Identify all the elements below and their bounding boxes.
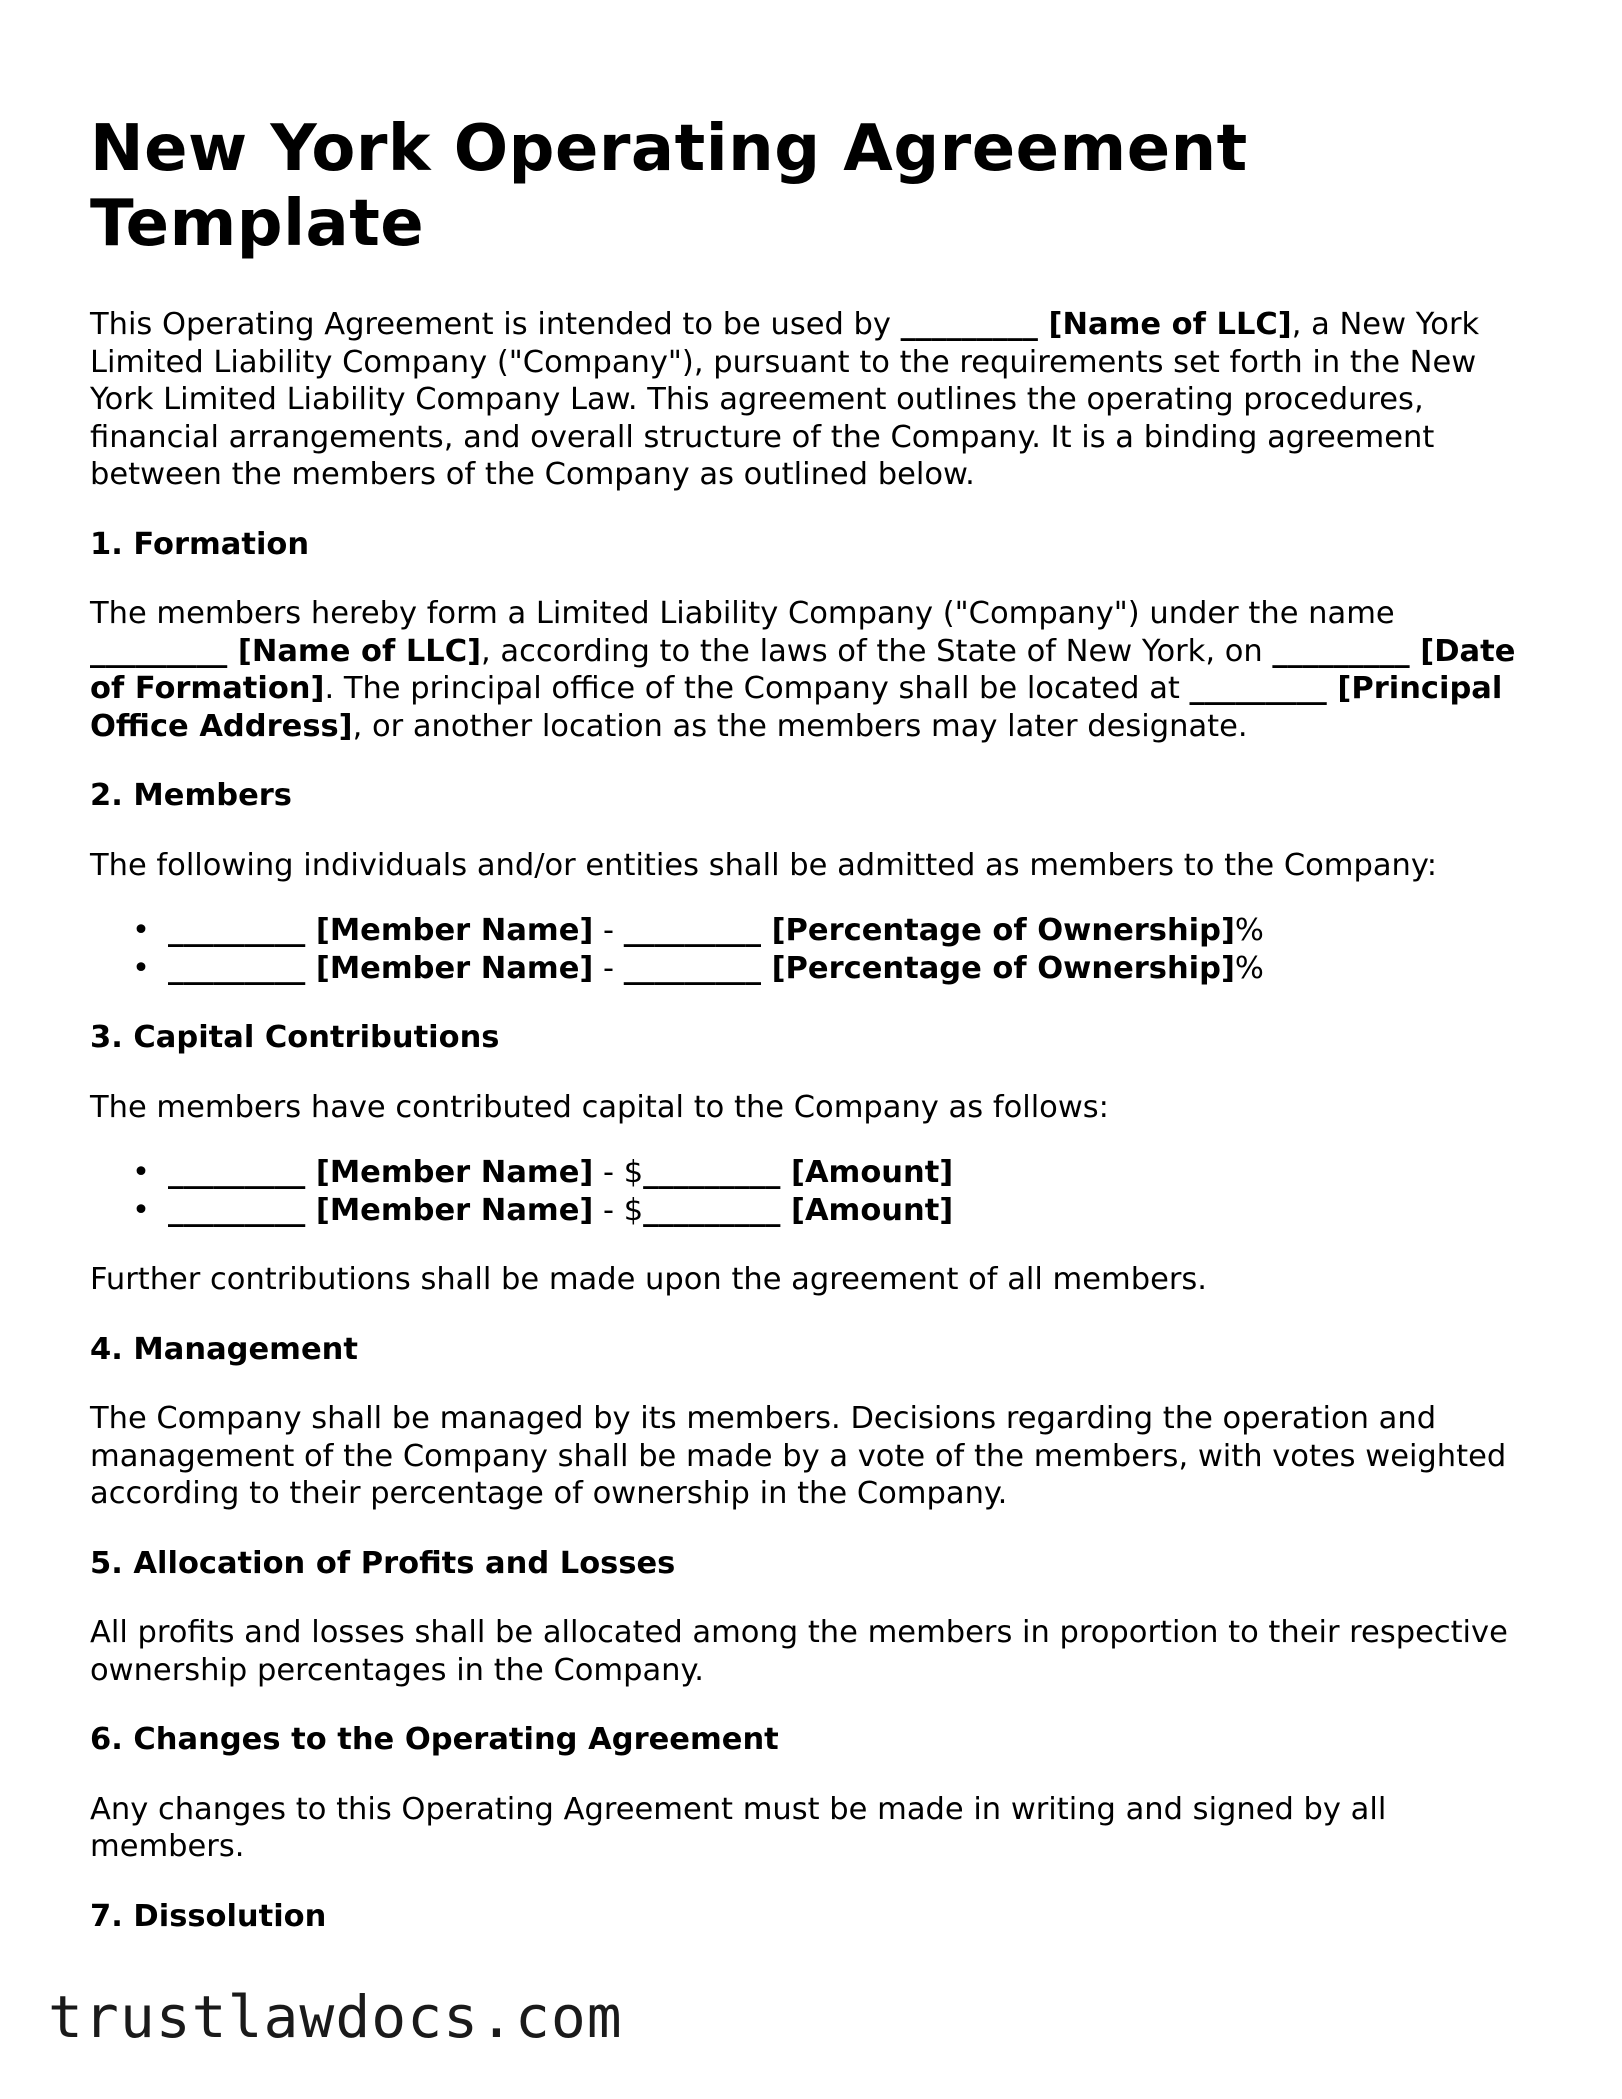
member-name-placeholder: [Member Name]: [315, 1155, 594, 1190]
amount-placeholder: [Amount]: [791, 1155, 954, 1190]
percent-sign: %: [1234, 913, 1264, 948]
separator: - $: [593, 1155, 644, 1190]
amount-placeholder: [Amount]: [791, 1192, 954, 1228]
blank-line: _________: [643, 1155, 781, 1190]
list-item: [168, 1154, 1530, 1192]
capital-after-paragraph: Further contributions shall be made upon the agreement of all members.: [90, 1262, 1207, 1297]
formation-text-2: , according to the laws of the State of New York, on: [481, 633, 1273, 669]
blank-line: _________: [623, 913, 761, 948]
address-placeholder: [Principal Office Address]: [90, 671, 1503, 744]
capital-list: [90, 1154, 1530, 1229]
blank-line: _________: [643, 1192, 781, 1228]
llc-name-placeholder: [Name of LLC]: [1048, 307, 1292, 342]
ownership-placeholder: [Percentage of Ownership]: [771, 913, 1235, 948]
percent-sign: %: [1234, 950, 1264, 986]
formation-llc-field: [90, 634, 481, 669]
section-heading-formation: 1. Formation: [90, 526, 310, 562]
amount-field: [643, 1155, 953, 1190]
formation-text-1: The members hereby form a Limited Liability Company ("Company") under the name: [90, 596, 1395, 631]
ownership-placeholder: [Percentage of Ownership]: [771, 950, 1235, 986]
members-paragraph: The following individuals and/or entities shall be admitted as members to the Company:: [90, 847, 1437, 883]
member-name-field: [168, 951, 593, 986]
blank-line: _________: [168, 950, 306, 986]
blank-line: _________: [168, 1155, 306, 1190]
management-paragraph: The Company shall be managed by its members. Decisions regarding the operation and management of the Company shall be made by a vote of the members, with votes weighted according to their percentage of ownership in the Company.: [90, 1401, 1507, 1511]
site-watermark: trustlawdocs.com: [48, 1983, 623, 2051]
blank-line: _________: [168, 1192, 306, 1228]
ownership-field: [624, 913, 1235, 948]
changes-paragraph: Any changes to this Operating Agreement must be made in writing and signed by all members.: [90, 1791, 1387, 1864]
intro-text-2: , a New York Limited Liability Company ("Company"), pursuant to the requirements set forth in the New York Limited Liability Company Law. This agreement outlines the operating procedures, financial arrangements, and overall structure of the Company. It is a binding agreement between the members of the Company as outlined below.: [90, 307, 1480, 492]
list-item: [168, 1192, 1530, 1230]
amount-field: [643, 1193, 953, 1228]
ownership-field: [624, 951, 1235, 986]
page-title: New York Operating Agreement Template: [90, 112, 1248, 261]
separator: - $: [593, 1192, 644, 1228]
separator: -: [593, 950, 624, 986]
section-heading-dissolution: 7. Dissolution: [90, 1898, 327, 1934]
separator: -: [593, 913, 624, 948]
capital-entry: [168, 1193, 593, 1228]
blank-line: _________: [900, 307, 1038, 342]
blank-line: _________: [1272, 633, 1410, 669]
blank-line: _________: [168, 913, 306, 948]
member-name-placeholder: [Member Name]: [315, 913, 594, 948]
intro-llc-field: [901, 307, 1292, 342]
section-heading-capital: 3. Capital Contributions: [90, 1020, 500, 1055]
formation-paragraph: [90, 595, 1530, 745]
section-heading-allocation: 5. Allocation of Profits and Losses: [90, 1545, 676, 1581]
document-page: [90, 112, 1530, 1967]
intro-paragraph: [90, 306, 1530, 494]
formation-text-4: , or another location as the members may later designate.: [352, 708, 1248, 744]
member-name-field: [168, 913, 593, 948]
blank-line: _________: [90, 633, 228, 669]
llc-name-placeholder: [Name of LLC]: [237, 633, 482, 669]
section-heading-management: 4. Management: [90, 1331, 358, 1367]
member-name-placeholder: [Member Name]: [315, 950, 594, 986]
intro-text-1: This Operating Agreement is intended to be used by: [90, 307, 901, 342]
allocation-paragraph: All profits and losses shall be allocated among the members in proportion to their respective ownership percentages in the Company.: [90, 1615, 1508, 1688]
list-item: [168, 912, 1530, 950]
capital-entry: [168, 1155, 593, 1190]
section-heading-changes: 6. Changes to the Operating Agreement: [90, 1722, 779, 1757]
date-placeholder: [Date of Formation]: [90, 633, 1516, 706]
member-name-placeholder: [Member Name]: [315, 1192, 594, 1228]
list-item: [168, 950, 1530, 988]
formation-text-3: . The principal office of the Company shall be located at: [324, 671, 1190, 706]
members-list: [90, 912, 1530, 987]
blank-line: _________: [1189, 671, 1327, 706]
section-heading-members: 2. Members: [90, 778, 292, 813]
blank-line: _________: [623, 950, 761, 986]
capital-paragraph: The members have contributed capital to the Company as follows:: [90, 1089, 1109, 1125]
